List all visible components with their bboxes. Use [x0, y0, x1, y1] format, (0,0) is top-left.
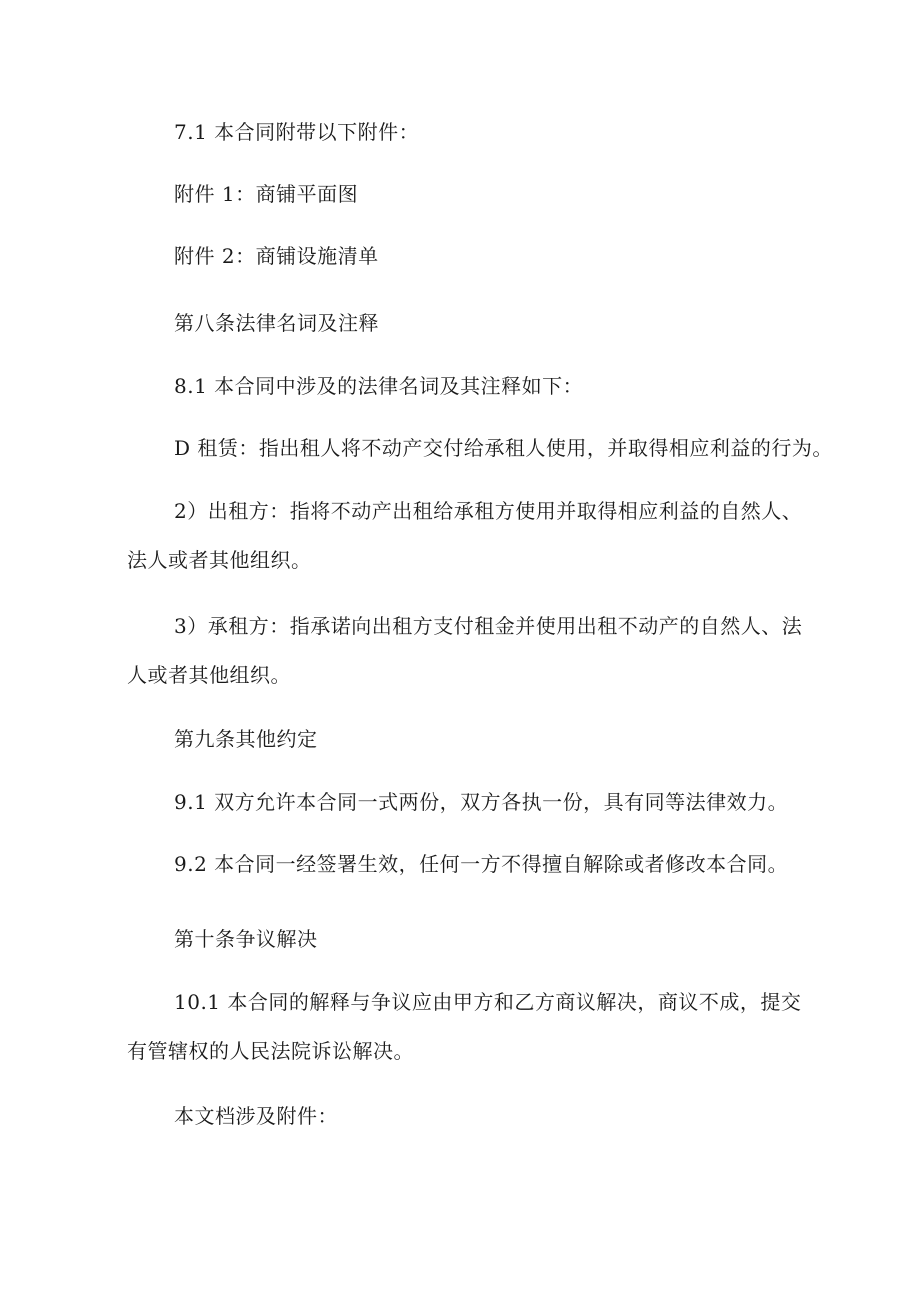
clause-7-1: 7.1 本合同附带以下附件： — [174, 120, 420, 144]
clause-10-1-line2: 有管辖权的人民法院诉讼解决。 — [127, 1039, 414, 1063]
definition-lessor-line1: 2）出租方：指将不动产出租给承租方使用并取得相应利益的自然人、 — [174, 499, 803, 523]
article-10-heading: 第十条争议解决 — [174, 927, 318, 951]
clause-8-1: 8.1 本合同中涉及的法律名词及其注释如下： — [174, 374, 584, 398]
clause-9-2: 9.2 本合同一经签署生效，任何一方不得擅自解除或者修改本合同。 — [174, 852, 789, 876]
definition-lessee-line1: 3）承租方：指承诺向出租方支付租金并使用出租不动产的自然人、法 — [174, 614, 803, 638]
attachments-note: 本文档涉及附件： — [174, 1104, 338, 1128]
definition-lease: D 租赁：指出租人将不动产交付给承租人使用，并取得相应利益的行为。 — [174, 436, 833, 460]
definition-lessor-line2: 法人或者其他组织。 — [127, 548, 312, 572]
definition-lessee-line2: 人或者其他组织。 — [127, 663, 291, 687]
attachment-2: 附件 2：商铺设施清单 — [174, 244, 379, 268]
article-8-heading: 第八条法律名词及注释 — [174, 311, 379, 335]
clause-10-1-line1: 10.1 本合同的解释与争议应由甲方和乙方商议解决，商议不成，提交 — [174, 990, 802, 1014]
article-9-heading: 第九条其他约定 — [174, 727, 318, 751]
clause-9-1: 9.1 双方允许本合同一式两份，双方各执一份，具有同等法律效力。 — [174, 790, 789, 814]
attachment-1: 附件 1：商铺平面图 — [174, 182, 359, 206]
